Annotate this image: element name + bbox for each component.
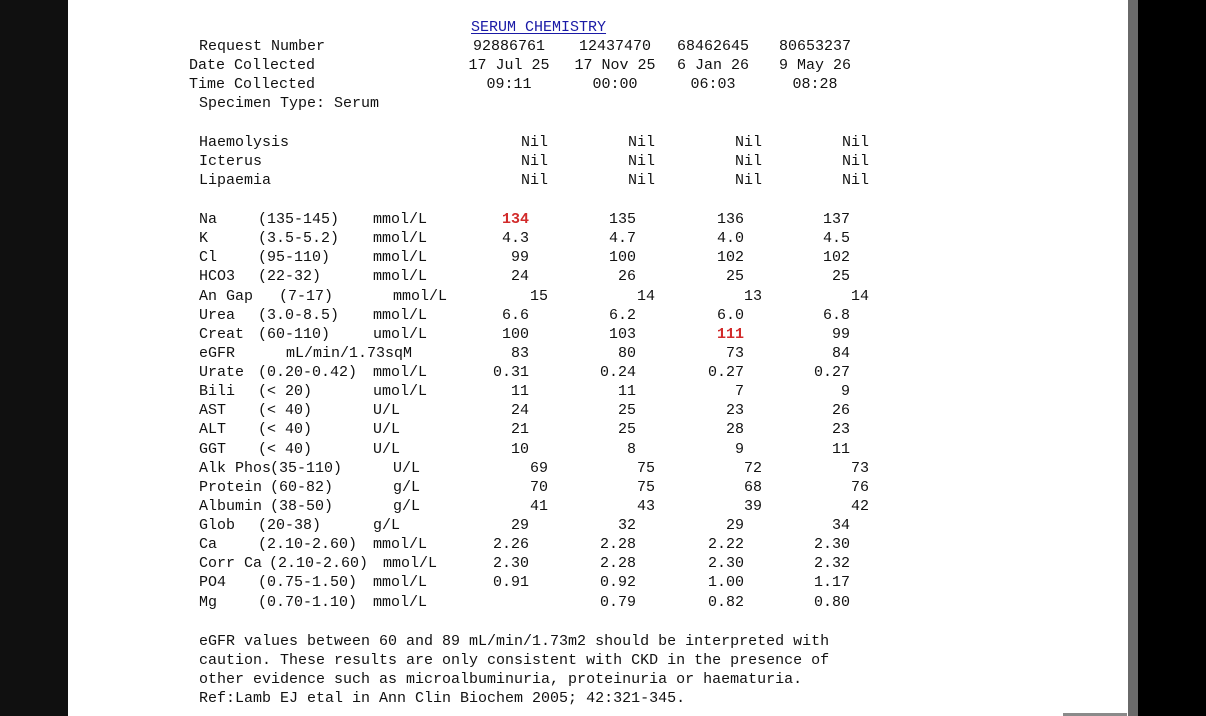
result-value: 6.6 xyxy=(501,307,529,324)
time-collected-value: 08:28 xyxy=(792,76,838,93)
unit-label: mmol/L xyxy=(373,594,428,611)
result-value: 0.91 xyxy=(492,574,529,591)
result-value: 0.79 xyxy=(599,594,636,611)
request-number-value: 68462645 xyxy=(676,38,749,55)
reference-range: (35-110) xyxy=(270,460,343,477)
result-value: 11 xyxy=(831,441,850,458)
quality-value: Nil xyxy=(841,153,869,170)
comment-line: other evidence such as microalbuminuria, proteinuria or haematuria. xyxy=(199,671,803,688)
result-value: 32 xyxy=(617,517,636,534)
quality-value: Nil xyxy=(520,134,548,151)
quality-value: Nil xyxy=(627,134,655,151)
result-value: 0.24 xyxy=(599,364,636,381)
result-value: 23 xyxy=(725,402,744,419)
result-value: 26 xyxy=(831,402,850,419)
reference-range: (2.10-2.60) xyxy=(258,536,358,553)
result-value: 103 xyxy=(608,326,636,343)
unit-label: U/L xyxy=(373,441,401,458)
result-value: 75 xyxy=(636,479,655,496)
unit-label: umol/L xyxy=(373,326,428,343)
time-collected-value: 00:00 xyxy=(592,76,638,93)
result-value: 25 xyxy=(831,268,850,285)
date-collected-value: 17 Jul 25 xyxy=(468,57,550,74)
analyte-name: Mg xyxy=(199,594,218,611)
analyte-name: Urate xyxy=(199,364,245,381)
result-value: 28 xyxy=(725,421,744,438)
reference-range: (< 40) xyxy=(258,441,313,458)
result-value: 25 xyxy=(725,268,744,285)
result-value: 0.31 xyxy=(492,364,529,381)
result-value: 99 xyxy=(510,249,529,266)
result-value: 4.5 xyxy=(822,230,850,247)
result-value: 69 xyxy=(529,460,548,477)
date-collected-label: Date Collected xyxy=(189,57,316,74)
result-value: 4.7 xyxy=(608,230,636,247)
result-value: 2.26 xyxy=(492,536,529,553)
result-value: 7 xyxy=(734,383,744,400)
result-value: 13 xyxy=(743,288,762,305)
result-value: 2.22 xyxy=(707,536,744,553)
analyte-name: Cl xyxy=(199,249,218,266)
analyte-name: Na xyxy=(199,211,218,228)
result-value: 80 xyxy=(617,345,636,362)
result-value: 11 xyxy=(617,383,636,400)
result-value: 29 xyxy=(725,517,744,534)
unit-label: mmol/L xyxy=(373,364,428,381)
result-value: 100 xyxy=(608,249,636,266)
result-value: 9 xyxy=(840,383,850,400)
quality-value: Nil xyxy=(734,172,762,189)
reference-range: (3.5-5.2) xyxy=(258,230,340,247)
result-value: 8 xyxy=(626,441,636,458)
result-value: 84 xyxy=(831,345,850,362)
quality-value: Nil xyxy=(841,134,869,151)
comment-line: Ref:Lamb EJ etal in Ann Clin Biochem 2005; 42:321-345. xyxy=(199,690,686,707)
result-value: 10 xyxy=(510,441,529,458)
result-value: 72 xyxy=(743,460,762,477)
result-value: 1.00 xyxy=(707,574,744,591)
quality-label: Lipaemia xyxy=(199,172,272,189)
unit-label: U/L xyxy=(373,402,401,419)
analyte-name: Creat xyxy=(199,326,245,343)
result-value: 2.28 xyxy=(599,536,636,553)
time-collected-value: 09:11 xyxy=(486,76,532,93)
reference-range: (22-32) xyxy=(258,268,322,285)
reference-range: (0.75-1.50) xyxy=(258,574,358,591)
result-value: 2.32 xyxy=(813,555,850,572)
reference-range: (0.20-0.42) xyxy=(258,364,358,381)
quality-label: Haemolysis xyxy=(199,134,290,151)
result-value: 34 xyxy=(831,517,850,534)
time-collected-label: Time Collected xyxy=(189,76,316,93)
reference-range: (2.10-2.60) xyxy=(269,555,369,572)
result-value: 99 xyxy=(831,326,850,343)
unit-label: mmol/L xyxy=(373,211,428,228)
unit-label: mmol/L xyxy=(373,249,428,266)
unit-label: U/L xyxy=(373,421,401,438)
result-value-flagged: 134 xyxy=(501,211,529,228)
request-number-label: Request Number xyxy=(199,38,326,55)
result-value: 135 xyxy=(608,211,636,228)
result-value: 29 xyxy=(510,517,529,534)
result-value: 73 xyxy=(850,460,869,477)
analyte-name: An Gap xyxy=(199,288,254,305)
result-value: 26 xyxy=(617,268,636,285)
analyte-name: Ca xyxy=(199,536,218,553)
result-value-flagged: 111 xyxy=(716,326,744,343)
unit-label: mmol/L xyxy=(373,307,428,324)
unit-label: umol/L xyxy=(373,383,428,400)
reference-range: (95-110) xyxy=(258,249,331,266)
analyte-name: HCO3 xyxy=(199,268,236,285)
quality-value: Nil xyxy=(627,172,655,189)
unit-label: g/L xyxy=(393,479,421,496)
date-collected-value: 9 May 26 xyxy=(778,57,851,74)
comment-line: eGFR values between 60 and 89 mL/min/1.73m2 should be interpreted with xyxy=(199,633,830,650)
reference-range: (60-110) xyxy=(258,326,331,343)
result-value: 0.27 xyxy=(813,364,850,381)
quality-value: Nil xyxy=(627,153,655,170)
reference-range: (< 20) xyxy=(258,383,313,400)
analyte-name: ALT xyxy=(199,421,227,438)
result-value: 43 xyxy=(636,498,655,515)
unit-label: mmol/L xyxy=(373,574,428,591)
reference-range: (7-17) xyxy=(279,288,334,305)
time-collected-value: 06:03 xyxy=(690,76,736,93)
reference-range: (< 40) xyxy=(258,402,313,419)
date-collected-value: 6 Jan 26 xyxy=(676,57,749,74)
result-value: 75 xyxy=(636,460,655,477)
result-value: 41 xyxy=(529,498,548,515)
result-value: 0.80 xyxy=(813,594,850,611)
result-value: 100 xyxy=(501,326,529,343)
result-value: 137 xyxy=(822,211,850,228)
result-value: 2.30 xyxy=(707,555,744,572)
result-value: 70 xyxy=(529,479,548,496)
unit-label: mmol/L xyxy=(373,536,428,553)
unit-label: mL/min/1.73sqM xyxy=(286,345,413,362)
quality-label: Icterus xyxy=(199,153,263,170)
result-value: 9 xyxy=(734,441,744,458)
quality-value: Nil xyxy=(520,172,548,189)
result-value: 25 xyxy=(617,402,636,419)
result-value: 15 xyxy=(529,288,548,305)
result-value: 4.0 xyxy=(716,230,744,247)
result-value: 83 xyxy=(510,345,529,362)
analyte-name: AST xyxy=(199,402,227,419)
analyte-name: Corr Ca xyxy=(199,555,263,572)
result-value: 6.0 xyxy=(716,307,744,324)
analyte-name: Alk Phos xyxy=(199,460,272,477)
result-value: 0.92 xyxy=(599,574,636,591)
result-value: 24 xyxy=(510,268,529,285)
result-value: 21 xyxy=(510,421,529,438)
result-value: 6.2 xyxy=(608,307,636,324)
result-value: 14 xyxy=(636,288,655,305)
quality-value: Nil xyxy=(734,134,762,151)
result-value: 102 xyxy=(716,249,744,266)
request-number-value: 12437470 xyxy=(578,38,651,55)
result-value: 0.27 xyxy=(707,364,744,381)
analyte-name: Glob xyxy=(199,517,236,534)
reference-range: (20-38) xyxy=(258,517,322,534)
quality-value: Nil xyxy=(734,153,762,170)
analyte-name: Protein xyxy=(199,479,263,496)
analyte-name: eGFR xyxy=(199,345,236,362)
result-value: 0.82 xyxy=(707,594,744,611)
unit-label: g/L xyxy=(373,517,401,534)
reference-range: (3.0-8.5) xyxy=(258,307,340,324)
request-number-value: 92886761 xyxy=(472,38,545,55)
result-value: 2.28 xyxy=(599,555,636,572)
result-value: 42 xyxy=(850,498,869,515)
result-value: 14 xyxy=(850,288,869,305)
reference-range: (135-145) xyxy=(258,211,340,228)
analyte-name: Bili xyxy=(199,383,236,400)
result-value: 1.17 xyxy=(813,574,850,591)
result-value: 24 xyxy=(510,402,529,419)
result-value: 2.30 xyxy=(492,555,529,572)
specimen-type-label: Specimen Type: Serum xyxy=(199,95,380,112)
analyte-name: GGT xyxy=(199,441,227,458)
reference-range: (38-50) xyxy=(270,498,334,515)
result-value: 2.30 xyxy=(813,536,850,553)
quality-value: Nil xyxy=(520,153,548,170)
reference-range: (0.70-1.10) xyxy=(258,594,358,611)
analyte-name: PO4 xyxy=(199,574,227,591)
result-value: 11 xyxy=(510,383,529,400)
unit-label: mmol/L xyxy=(373,268,428,285)
date-collected-value: 17 Nov 25 xyxy=(574,57,656,74)
unit-label: U/L xyxy=(393,460,421,477)
result-value: 102 xyxy=(822,249,850,266)
unit-label: mmol/L xyxy=(393,288,448,305)
result-value: 4.3 xyxy=(501,230,529,247)
result-value: 76 xyxy=(850,479,869,496)
result-value: 39 xyxy=(743,498,762,515)
result-value: 68 xyxy=(743,479,762,496)
report-title: SERUM CHEMISTRY xyxy=(471,19,607,36)
comment-line: caution. These results are only consistent with CKD in the presence of xyxy=(199,652,830,669)
result-value: 73 xyxy=(725,345,744,362)
result-value: 6.8 xyxy=(822,307,850,324)
analyte-name: K xyxy=(199,230,209,247)
quality-value: Nil xyxy=(841,172,869,189)
analyte-name: Albumin xyxy=(199,498,263,515)
unit-label: mmol/L xyxy=(373,230,428,247)
result-value: 25 xyxy=(617,421,636,438)
reference-range: (< 40) xyxy=(258,421,313,438)
result-value: 136 xyxy=(716,211,744,228)
unit-label: g/L xyxy=(393,498,421,515)
reference-range: (60-82) xyxy=(270,479,334,496)
analyte-name: Urea xyxy=(199,307,236,324)
result-value: 23 xyxy=(831,421,850,438)
request-number-value: 80653237 xyxy=(778,38,851,55)
unit-label: mmol/L xyxy=(383,555,438,572)
